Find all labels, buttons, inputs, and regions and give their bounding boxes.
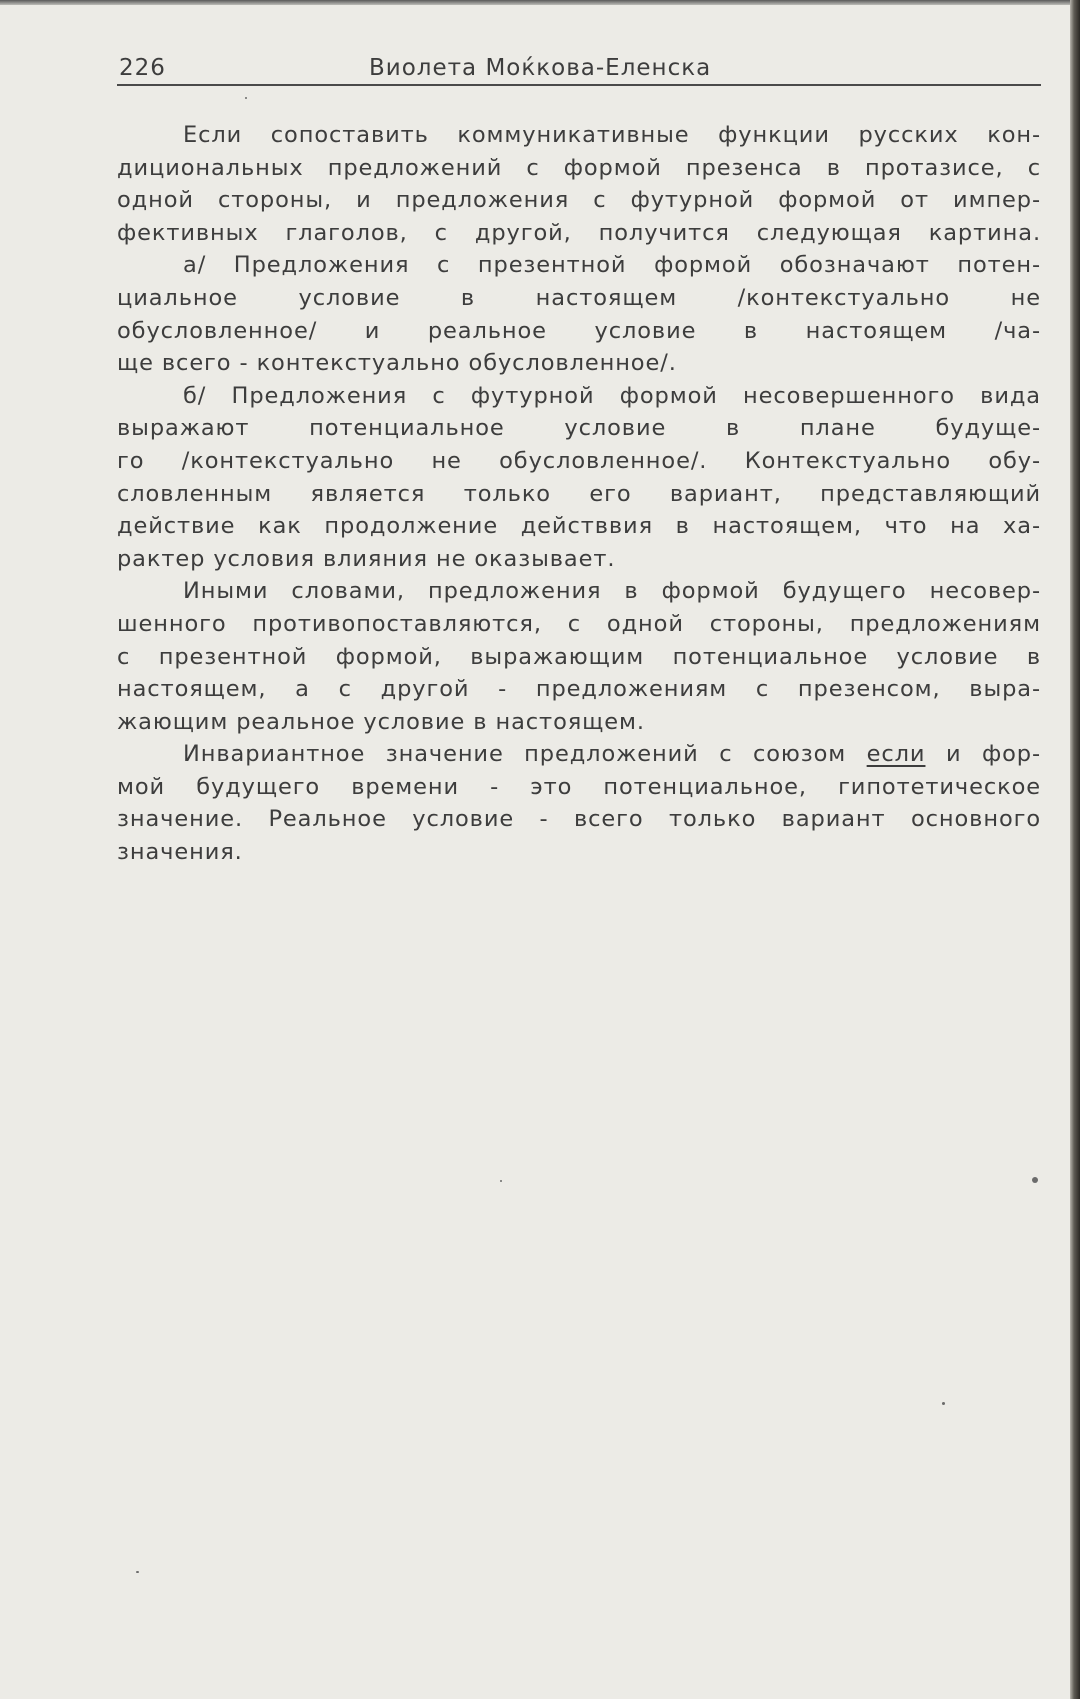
scan-speck xyxy=(136,1571,139,1573)
scan-speck xyxy=(245,97,247,99)
text-line: фективных глаголов, с другой, получится следующая картина. xyxy=(117,219,1041,246)
text-line: мой будущего времени - это потенциальное, гипотетическое xyxy=(117,773,1041,800)
scan-speck xyxy=(500,1180,502,1182)
text-run: и фор- xyxy=(925,741,1041,768)
text-line: а/ Предложения с презентной формой обозначают потен- xyxy=(183,252,1041,279)
text-line: циальное условие в настоящем /контекстуально не xyxy=(117,284,1041,311)
scan-top-edge xyxy=(0,0,1080,5)
text-line: одной стороны, и предложения с футурной формой от импер- xyxy=(117,187,1041,214)
text-line: значения. xyxy=(117,839,243,866)
page-number: 226 xyxy=(119,55,166,81)
page-binding-edge xyxy=(1070,0,1080,1699)
text-line: обусловленное/ и реальное условие в настоящем /ча- xyxy=(117,317,1041,344)
text-run: Инвариантное значение предложений с союзом xyxy=(183,741,867,768)
text-lines xyxy=(117,119,1041,738)
text-line: настоящем, а с другой - предложениям с презенсом, выра- xyxy=(117,676,1041,703)
scan-speck xyxy=(1032,1177,1038,1183)
text-line: значение. Реальное условие - всего только вариант основного xyxy=(117,806,1041,833)
text-line: шенного противопоставляются, с одной стороны, предложениям xyxy=(117,610,1041,637)
text-line: б/ Предложения с футурной формой несовершенного вида xyxy=(183,382,1041,409)
text-line: выражают потенциальное условие в плане будуще- xyxy=(117,415,1041,442)
text-line: жающим реальное условие в настоящем. xyxy=(117,708,645,735)
text-line: Если сопоставить коммуникативные функции русских кон- xyxy=(183,122,1041,148)
text-line: рактер условия влияния не оказывает. xyxy=(117,545,616,572)
page-header xyxy=(117,55,1041,85)
text-line-invariant xyxy=(117,738,1041,771)
text-lines-tail xyxy=(117,771,1041,869)
text-line: словленным является только его вариант, представляющий xyxy=(117,480,1041,507)
scan-speck xyxy=(942,1402,945,1405)
text-line: го /контекстуально не обусловленное/. Контекстуально обу- xyxy=(117,447,1041,474)
text-line: дициональных предложений с формой презенса в протазисе, с xyxy=(117,154,1041,181)
text-line: действие как продолжение действвия в настоящем, что на ха- xyxy=(117,513,1041,540)
body-text xyxy=(117,119,1041,869)
text-line: Иными словами, предложения в формой будущего несовер- xyxy=(183,578,1041,605)
underlined-word-esli: если xyxy=(866,741,926,768)
header-rule xyxy=(117,84,1041,86)
text-line: ще всего - контекстуально обусловленное/. xyxy=(117,350,677,377)
running-head-author: Виолета Моќкова-Еленска xyxy=(369,55,712,81)
text-line: с презентной формой, выражающим потенциальное условие в xyxy=(117,643,1041,670)
